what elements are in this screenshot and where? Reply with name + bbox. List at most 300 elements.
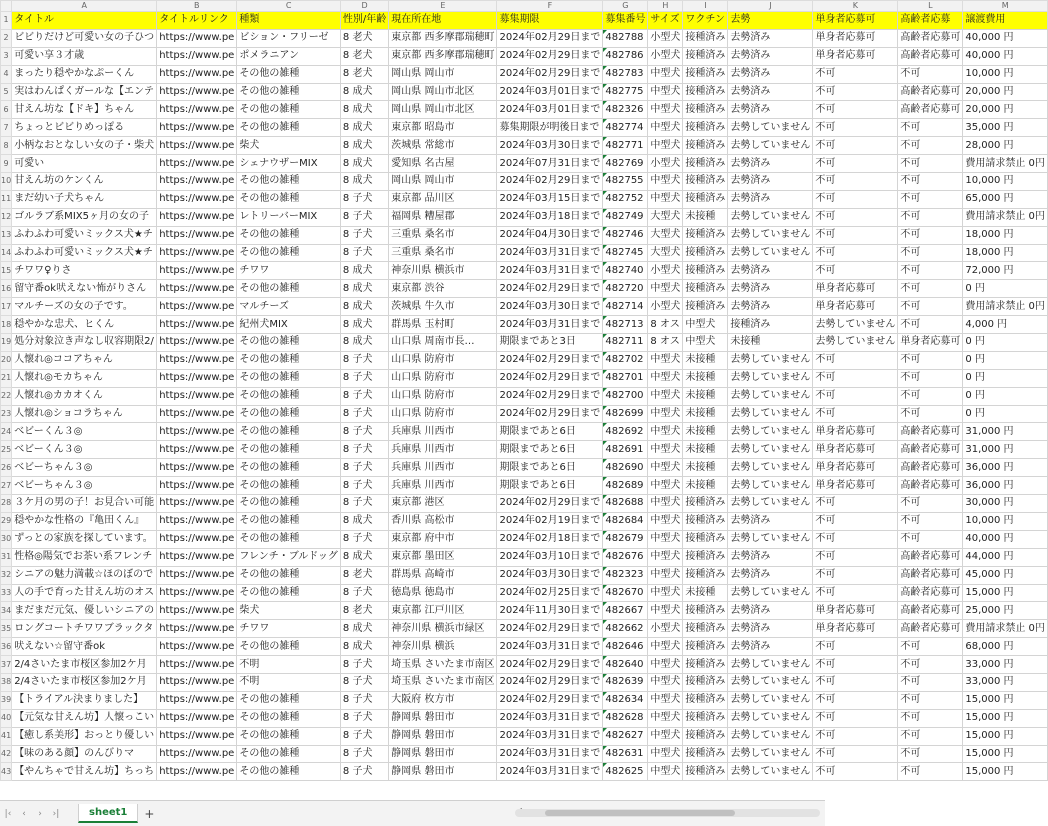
cell[interactable]: 静岡県 磐田市 — [389, 745, 497, 763]
cell[interactable]: 静岡県 磐田市 — [389, 763, 497, 781]
cell[interactable]: 40,000 円 — [963, 47, 1048, 65]
cell[interactable]: 費用請求禁止 0円 — [963, 155, 1048, 173]
row-number[interactable]: 25 — [1, 441, 12, 459]
cell[interactable]: 期限まであと6日 — [497, 441, 603, 459]
cell[interactable]: 不可 — [813, 709, 898, 727]
cell[interactable]: 不可 — [813, 745, 898, 763]
cell[interactable]: 中型犬 — [648, 673, 683, 691]
cell[interactable]: 不可 — [813, 763, 898, 781]
cell[interactable]: 愛知県 名古屋 — [389, 155, 497, 173]
cell[interactable]: その他の雑種 — [237, 405, 341, 423]
cell[interactable]: 8 子犬 — [340, 495, 388, 513]
cell[interactable]: 18,000 円 — [963, 244, 1048, 262]
cell[interactable]: 去勢していません — [728, 244, 813, 262]
row-number[interactable]: 28 — [1, 495, 12, 513]
cell[interactable]: 去勢していません — [728, 351, 813, 369]
cell[interactable]: 中型犬 — [648, 548, 683, 566]
cell[interactable]: 吠えない☆留守番ok — [12, 638, 157, 656]
cell[interactable]: 482646 — [603, 638, 648, 656]
cell[interactable]: 30,000 円 — [963, 495, 1048, 513]
cell[interactable]: 去勢していません — [728, 441, 813, 459]
cell[interactable]: 482774 — [603, 119, 648, 137]
row-number[interactable]: 6 — [1, 101, 12, 119]
cell[interactable]: 482746 — [603, 226, 648, 244]
cell[interactable]: 2024年03月31日まで — [497, 244, 603, 262]
cell[interactable]: べビーちゃん３◎ — [12, 459, 157, 477]
cell[interactable]: 単身者応募可 — [813, 477, 898, 495]
cell[interactable]: 不可 — [898, 745, 963, 763]
cell[interactable]: https://www.pe — [157, 387, 237, 405]
cell[interactable]: 8 子犬 — [340, 477, 388, 495]
cell[interactable]: 不可 — [898, 137, 963, 155]
cell[interactable]: https://www.pe — [157, 656, 237, 674]
cell[interactable]: 不可 — [898, 351, 963, 369]
cell[interactable]: 小型犬 — [648, 262, 683, 280]
cell[interactable]: 482700 — [603, 387, 648, 405]
cell[interactable]: 接種済み — [683, 244, 728, 262]
cell[interactable]: 中型犬 — [648, 495, 683, 513]
cell[interactable]: 8 成犬 — [340, 620, 388, 638]
cell[interactable]: 不可 — [898, 190, 963, 208]
cell[interactable]: 8 成犬 — [340, 83, 388, 101]
cell[interactable]: 482676 — [603, 548, 648, 566]
cell[interactable]: 15,000 円 — [963, 709, 1048, 727]
cell[interactable]: 接種済み — [683, 530, 728, 548]
column-header[interactable]: M — [963, 1, 1048, 12]
cell[interactable]: 不可 — [813, 656, 898, 674]
header-cell[interactable]: ワクチン — [683, 12, 728, 30]
cell[interactable]: 岡山県 岡山市北区 — [389, 101, 497, 119]
row-number[interactable]: 41 — [1, 727, 12, 745]
row-number[interactable]: 31 — [1, 548, 12, 566]
cell[interactable]: 482720 — [603, 280, 648, 298]
cell[interactable]: 中型犬 — [648, 83, 683, 101]
cell[interactable]: 去勢済み — [728, 101, 813, 119]
column-header[interactable]: J — [728, 1, 813, 12]
row-number[interactable]: 35 — [1, 620, 12, 638]
cell[interactable]: 人懐れ◎ショコラちゃん — [12, 405, 157, 423]
cell[interactable]: 72,000 円 — [963, 262, 1048, 280]
header-cell[interactable]: タイトルリンク — [157, 12, 237, 30]
column-header[interactable]: L — [898, 1, 963, 12]
cell[interactable]: 482640 — [603, 656, 648, 674]
cell[interactable]: 2024年02月29日まで — [497, 173, 603, 191]
cell[interactable]: 25,000 円 — [963, 602, 1048, 620]
cell[interactable]: その他の雑種 — [237, 190, 341, 208]
cell[interactable]: 東京都 渋谷 — [389, 280, 497, 298]
cell[interactable]: 単身者応募可 — [813, 620, 898, 638]
header-cell[interactable]: 募集番号 — [603, 12, 648, 30]
cell[interactable]: 福岡県 糟屋郡 — [389, 208, 497, 226]
cell[interactable]: まだ幼い子犬ちゃん — [12, 190, 157, 208]
row-number[interactable]: 13 — [1, 226, 12, 244]
cell[interactable]: 中型犬 — [648, 101, 683, 119]
cell[interactable]: https://www.pe — [157, 602, 237, 620]
cell[interactable]: べビーちゃん３◎ — [12, 477, 157, 495]
cell[interactable]: その他の雑種 — [237, 727, 341, 745]
cell[interactable]: 埼玉県 さいたま市南区 — [389, 673, 497, 691]
cell[interactable]: 36,000 円 — [963, 477, 1048, 495]
cell[interactable]: 費用請求禁止 0円 — [963, 208, 1048, 226]
cell[interactable]: 去勢していません — [728, 119, 813, 137]
cell[interactable]: 2024年02月29日まで — [497, 29, 603, 47]
cell[interactable]: 徳島県 徳島市 — [389, 584, 497, 602]
cell[interactable]: 中型犬 — [648, 477, 683, 495]
cell[interactable]: 0 円 — [963, 351, 1048, 369]
cell[interactable]: その他の雑種 — [237, 745, 341, 763]
cell[interactable]: ビション・フリーゼ — [237, 29, 341, 47]
column-header[interactable]: C — [237, 1, 341, 12]
prev-sheet-icon[interactable]: ‹ — [22, 808, 26, 819]
cell[interactable]: 不可 — [813, 584, 898, 602]
cell[interactable]: 不可 — [813, 638, 898, 656]
cell[interactable]: 中型犬 — [648, 638, 683, 656]
header-cell[interactable]: 去勢 — [728, 12, 813, 30]
cell[interactable]: https://www.pe — [157, 47, 237, 65]
cell[interactable]: 8 子犬 — [340, 190, 388, 208]
cell[interactable]: その他の雑種 — [237, 441, 341, 459]
cell[interactable]: 東京都 西多摩郡瑞穂町 — [389, 47, 497, 65]
cell[interactable]: 去勢していません — [728, 477, 813, 495]
cell[interactable]: 8 成犬 — [340, 262, 388, 280]
cell[interactable]: 8 子犬 — [340, 423, 388, 441]
cell[interactable]: その他の雑種 — [237, 459, 341, 477]
cell[interactable]: 費用請求禁止 0円 — [963, 298, 1048, 316]
cell[interactable]: 高齢者応募可 — [898, 101, 963, 119]
row-number[interactable]: 18 — [1, 316, 12, 334]
cell[interactable]: 44,000 円 — [963, 548, 1048, 566]
cell[interactable]: 不可 — [898, 638, 963, 656]
cell[interactable]: https://www.pe — [157, 584, 237, 602]
cell[interactable]: 482662 — [603, 620, 648, 638]
cell[interactable]: 不可 — [813, 566, 898, 584]
cell[interactable]: 15,000 円 — [963, 745, 1048, 763]
row-number[interactable]: 3 — [1, 47, 12, 65]
cell[interactable]: 高齢者応募可 — [898, 602, 963, 620]
cell[interactable]: 不可 — [898, 155, 963, 173]
cell[interactable]: 2024年04月30日まで — [497, 226, 603, 244]
cell[interactable]: 482749 — [603, 208, 648, 226]
cell[interactable]: 2024年03月31日まで — [497, 727, 603, 745]
cell[interactable]: 去勢していません — [728, 423, 813, 441]
cell[interactable]: 8 子犬 — [340, 673, 388, 691]
cell[interactable]: 去勢していません — [728, 208, 813, 226]
cell[interactable]: 去勢していません — [728, 387, 813, 405]
cell[interactable]: マルチーズの女の子です。 — [12, 298, 157, 316]
cell[interactable]: 接種済み — [683, 298, 728, 316]
cell[interactable]: 8 成犬 — [340, 512, 388, 530]
cell[interactable]: 36,000 円 — [963, 459, 1048, 477]
column-header[interactable]: F — [497, 1, 603, 12]
cell[interactable]: 未接種 — [728, 334, 813, 352]
cell[interactable]: 接種済み — [683, 262, 728, 280]
cell[interactable]: その他の雑種 — [237, 334, 341, 352]
cell[interactable]: 8 老犬 — [340, 65, 388, 83]
cell[interactable]: 不可 — [898, 656, 963, 674]
cell[interactable]: 8 子犬 — [340, 656, 388, 674]
cell[interactable]: 不可 — [898, 709, 963, 727]
cell[interactable]: 2024年02月29日まで — [497, 673, 603, 691]
cell[interactable]: その他の雑種 — [237, 101, 341, 119]
cell[interactable]: 482670 — [603, 584, 648, 602]
cell[interactable]: 482625 — [603, 763, 648, 781]
cell[interactable]: 【やんちゃで甘えん坊】ちっち — [12, 763, 157, 781]
cell[interactable]: 去勢していません — [728, 530, 813, 548]
cell[interactable]: 4,000 円 — [963, 316, 1048, 334]
cell[interactable]: 接種済み — [683, 155, 728, 173]
cell[interactable]: 去勢していません — [813, 316, 898, 334]
cell[interactable]: 【癒し系美形】おっとり優しい — [12, 727, 157, 745]
cell[interactable]: 埼玉県 さいたま市南区 — [389, 656, 497, 674]
cell[interactable]: 小型犬 — [648, 155, 683, 173]
cell[interactable]: 8 成犬 — [340, 638, 388, 656]
cell[interactable]: 人懐れ◎モカちゃん — [12, 369, 157, 387]
cell[interactable]: ずっとの家族を探しています。 — [12, 530, 157, 548]
cell[interactable]: べビーくん３◎ — [12, 441, 157, 459]
cell[interactable]: 募集期限が明後日まで — [497, 119, 603, 137]
cell[interactable]: 不可 — [813, 691, 898, 709]
cell[interactable]: 不可 — [898, 369, 963, 387]
add-sheet-button[interactable]: + — [144, 806, 155, 821]
cell[interactable]: 高齢者応募可 — [898, 620, 963, 638]
cell[interactable]: 小柄なおとなしい女の子・柴犬 — [12, 137, 157, 155]
cell[interactable]: 482627 — [603, 727, 648, 745]
cell[interactable]: 未接種 — [683, 584, 728, 602]
cell[interactable]: 28,000 円 — [963, 137, 1048, 155]
cell[interactable]: 大型犬 — [648, 226, 683, 244]
cell[interactable]: 未接種 — [683, 405, 728, 423]
cell[interactable]: 神奈川県 横浜 — [389, 638, 497, 656]
row-number[interactable]: 2 — [1, 29, 12, 47]
cell[interactable]: レトリーバーMIX — [237, 208, 341, 226]
cell[interactable]: 不可 — [813, 190, 898, 208]
cell[interactable]: https://www.pe — [157, 691, 237, 709]
cell[interactable]: 高齢者応募可 — [898, 459, 963, 477]
cell[interactable]: 去勢していません — [728, 459, 813, 477]
cell[interactable]: 高齢者応募可 — [898, 423, 963, 441]
cell[interactable]: 単身者応募可 — [813, 459, 898, 477]
cell[interactable]: 接種済み — [683, 137, 728, 155]
cell[interactable]: 8 子犬 — [340, 459, 388, 477]
cell[interactable]: 2024年03月30日まで — [497, 298, 603, 316]
cell[interactable]: 482755 — [603, 173, 648, 191]
cell[interactable]: 去勢済み — [728, 566, 813, 584]
cell[interactable]: 性格◎陽気でお茶い系フレンチ — [12, 548, 157, 566]
cell[interactable]: その他の雑種 — [237, 351, 341, 369]
cell[interactable]: 2024年02月29日まで — [497, 47, 603, 65]
cell[interactable]: 15,000 円 — [963, 584, 1048, 602]
cell[interactable]: 不可 — [813, 83, 898, 101]
cell[interactable]: 大型犬 — [648, 244, 683, 262]
header-cell[interactable]: サイズ — [648, 12, 683, 30]
cell[interactable]: https://www.pe — [157, 369, 237, 387]
cell[interactable]: 8 子犬 — [340, 727, 388, 745]
cell[interactable]: 接種済み — [728, 316, 813, 334]
cell[interactable]: 群馬県 玉村町 — [389, 316, 497, 334]
sheet-tab[interactable]: sheet1 — [78, 804, 138, 823]
cell[interactable]: チワワ♀りさ — [12, 262, 157, 280]
cell[interactable]: 482745 — [603, 244, 648, 262]
cell[interactable]: 中型犬 — [648, 423, 683, 441]
cell[interactable]: 東京都 府中市 — [389, 530, 497, 548]
cell[interactable]: 不可 — [898, 65, 963, 83]
cell[interactable]: その他の雑種 — [237, 280, 341, 298]
cell[interactable]: マルチーズ — [237, 298, 341, 316]
cell[interactable]: その他の雑種 — [237, 83, 341, 101]
cell[interactable]: 不可 — [813, 530, 898, 548]
cell[interactable]: 未接種 — [683, 351, 728, 369]
cell[interactable]: 不可 — [813, 369, 898, 387]
cell[interactable]: 三重県 桑名市 — [389, 244, 497, 262]
column-header[interactable]: I — [683, 1, 728, 12]
cell[interactable]: 去勢していません — [728, 763, 813, 781]
row-number[interactable]: 12 — [1, 208, 12, 226]
cell[interactable]: 8 子犬 — [340, 351, 388, 369]
cell[interactable]: 不明 — [237, 673, 341, 691]
cell[interactable]: 8 老犬 — [340, 47, 388, 65]
row-number[interactable]: 11 — [1, 190, 12, 208]
cell[interactable]: 2024年02月29日まで — [497, 280, 603, 298]
row-number[interactable]: 20 — [1, 351, 12, 369]
cell[interactable]: 不可 — [813, 101, 898, 119]
cell[interactable]: 482701 — [603, 369, 648, 387]
cell[interactable]: 8 成犬 — [340, 155, 388, 173]
cell[interactable]: https://www.pe — [157, 29, 237, 47]
cell[interactable]: 8 子犬 — [340, 369, 388, 387]
cell[interactable]: https://www.pe — [157, 548, 237, 566]
column-header[interactable]: D — [340, 1, 388, 12]
cell[interactable]: https://www.pe — [157, 477, 237, 495]
cell[interactable]: フレンチ・ブルドッグ — [237, 548, 341, 566]
cell[interactable]: 中型犬 — [648, 763, 683, 781]
cell[interactable]: 中型犬 — [648, 459, 683, 477]
first-sheet-icon[interactable]: |‹ — [4, 808, 12, 819]
cell[interactable]: https://www.pe — [157, 441, 237, 459]
cell[interactable]: 去勢していません — [728, 226, 813, 244]
cell[interactable]: 482752 — [603, 190, 648, 208]
cell[interactable]: 8 子犬 — [340, 691, 388, 709]
cell[interactable]: 接種済み — [683, 280, 728, 298]
cell[interactable]: 可愛い — [12, 155, 157, 173]
cell[interactable]: 45,000 円 — [963, 566, 1048, 584]
cell[interactable]: 482771 — [603, 137, 648, 155]
cell[interactable]: その他の雑種 — [237, 423, 341, 441]
cell[interactable]: その他の雑種 — [237, 226, 341, 244]
cell[interactable]: 単身者応募可 — [813, 298, 898, 316]
cell[interactable]: 穏やかな性格の『亀田くん』 — [12, 512, 157, 530]
cell[interactable]: 不可 — [813, 226, 898, 244]
row-number[interactable]: 38 — [1, 673, 12, 691]
cell[interactable]: 期限まであと3日 — [497, 334, 603, 352]
cell[interactable]: 2024年02月18日まで — [497, 530, 603, 548]
cell[interactable]: 2024年11月30日まで — [497, 602, 603, 620]
cell[interactable]: 東京都 品川区 — [389, 190, 497, 208]
cell[interactable]: 8 子犬 — [340, 709, 388, 727]
cell[interactable]: 不可 — [898, 727, 963, 745]
scrollbar-thumb[interactable] — [545, 810, 735, 816]
cell[interactable]: 不可 — [813, 351, 898, 369]
cell[interactable]: 中型犬 — [648, 119, 683, 137]
cell[interactable]: 柴犬 — [237, 137, 341, 155]
cell[interactable]: 2024年07月31日まで — [497, 155, 603, 173]
cell[interactable]: 不可 — [813, 495, 898, 513]
row-number[interactable]: 14 — [1, 244, 12, 262]
cell[interactable]: 8 老犬 — [340, 29, 388, 47]
cell[interactable]: 68,000 円 — [963, 638, 1048, 656]
cell[interactable]: チワワ — [237, 262, 341, 280]
header-cell[interactable]: 種類 — [237, 12, 341, 30]
cell[interactable]: 接種済み — [683, 602, 728, 620]
cell[interactable]: ふわふわ可愛いミックス犬★チ — [12, 244, 157, 262]
cell[interactable]: 去勢していません — [728, 584, 813, 602]
cell[interactable]: 山口県 防府市 — [389, 351, 497, 369]
cell[interactable]: 未接種 — [683, 208, 728, 226]
cell[interactable]: 実はわんぱくガールな【エンテ — [12, 83, 157, 101]
cell[interactable]: その他の雑種 — [237, 65, 341, 83]
cell[interactable]: 2024年02月29日まで — [497, 351, 603, 369]
cell[interactable]: 2024年03月31日まで — [497, 316, 603, 334]
cell[interactable]: 去勢していません — [728, 727, 813, 745]
cell[interactable]: 482323 — [603, 566, 648, 584]
cell[interactable]: 兵庫県 川西市 — [389, 459, 497, 477]
cell[interactable]: 接種済み — [683, 763, 728, 781]
cell[interactable]: 8 子犬 — [340, 208, 388, 226]
cell[interactable]: 高齢者応募可 — [898, 548, 963, 566]
row-number[interactable]: 16 — [1, 280, 12, 298]
cell[interactable]: 10,000 円 — [963, 512, 1048, 530]
cell[interactable]: 香川県 高松市 — [389, 512, 497, 530]
cell[interactable]: https://www.pe — [157, 208, 237, 226]
cell[interactable]: 【元気な甘えん坊】人懐っこい — [12, 709, 157, 727]
cell[interactable]: 20,000 円 — [963, 83, 1048, 101]
cell[interactable]: 0 円 — [963, 387, 1048, 405]
cell[interactable]: 人の手で育った甘えん坊のオス — [12, 584, 157, 602]
cell[interactable]: 未接種 — [683, 477, 728, 495]
cell[interactable]: 高齢者応募可 — [898, 584, 963, 602]
cell[interactable]: 2024年02月29日まで — [497, 369, 603, 387]
cell[interactable]: https://www.pe — [157, 119, 237, 137]
cell[interactable]: 三重県 桑名市 — [389, 226, 497, 244]
cell[interactable]: 未接種 — [683, 387, 728, 405]
cell[interactable]: https://www.pe — [157, 280, 237, 298]
cell[interactable]: 不可 — [898, 512, 963, 530]
cell[interactable]: 482689 — [603, 477, 648, 495]
cell[interactable]: 不可 — [898, 387, 963, 405]
cell[interactable]: 中型犬 — [648, 351, 683, 369]
column-header[interactable]: H — [648, 1, 683, 12]
cell[interactable]: 不可 — [898, 673, 963, 691]
cell[interactable]: 8 成犬 — [340, 101, 388, 119]
cell[interactable]: 去勢していません — [728, 137, 813, 155]
cell[interactable]: 8 子犬 — [340, 387, 388, 405]
cell[interactable]: その他の雑種 — [237, 530, 341, 548]
cell[interactable]: 2024年03月15日まで — [497, 190, 603, 208]
cell[interactable]: https://www.pe — [157, 83, 237, 101]
cell[interactable]: 2/4さいたま市桜区参加2ケ月 — [12, 673, 157, 691]
cell[interactable]: その他の雑種 — [237, 691, 341, 709]
cell[interactable]: 8 成犬 — [340, 298, 388, 316]
cell[interactable]: 去勢していません — [728, 691, 813, 709]
cell[interactable]: 中型犬 — [648, 691, 683, 709]
cell[interactable]: https://www.pe — [157, 673, 237, 691]
cell[interactable]: 紀州犬MIX — [237, 316, 341, 334]
cell[interactable]: 482769 — [603, 155, 648, 173]
horizontal-scrollbar[interactable] — [515, 809, 820, 817]
row-number[interactable]: 30 — [1, 530, 12, 548]
cell[interactable]: 2024年03月01日まで — [497, 101, 603, 119]
header-cell[interactable]: タイトル — [12, 12, 157, 30]
cell[interactable]: 2024年02月29日まで — [497, 495, 603, 513]
